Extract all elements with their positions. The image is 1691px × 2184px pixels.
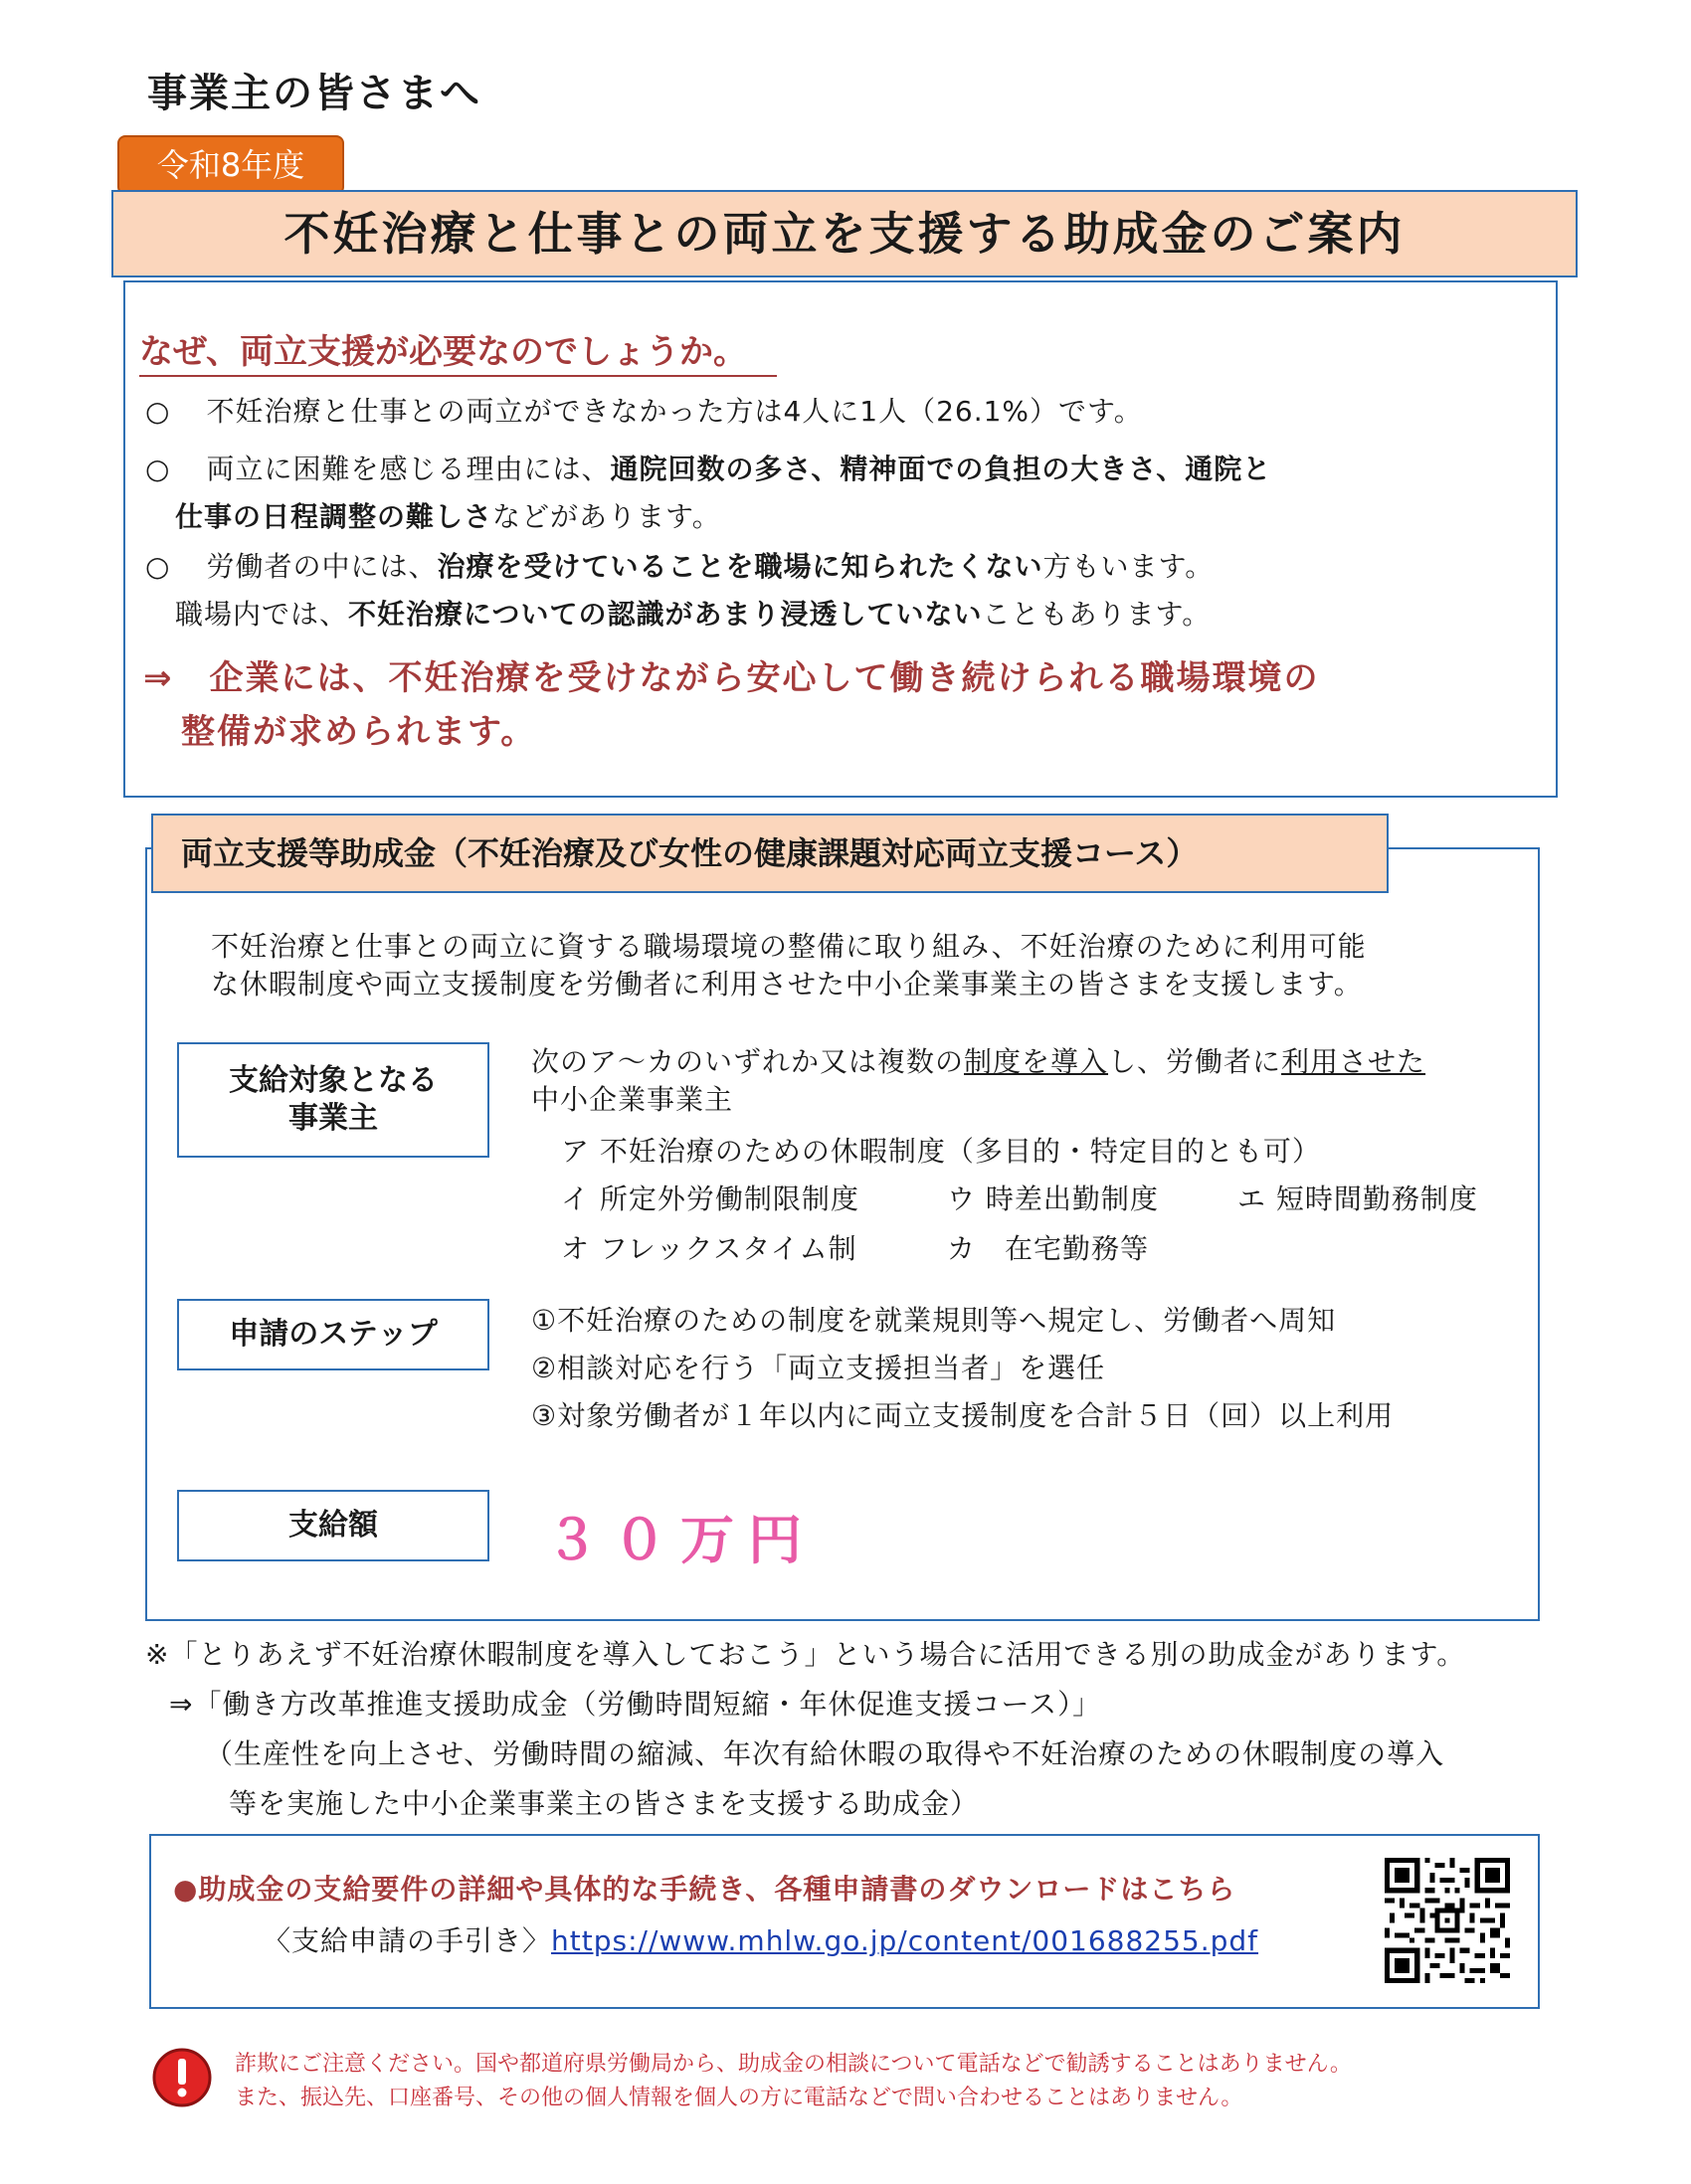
target-label-line-2: 事業主 xyxy=(288,1101,378,1136)
note-line-3: （生産性を向上させ、労働時間の縮減、年次有給休暇の取得や不妊治療のための休暇制度の導入 xyxy=(205,1737,1445,1770)
bullet-circle: ○ xyxy=(145,550,171,583)
target-desc-c: し、労働者に xyxy=(1108,1045,1282,1078)
download-link-row xyxy=(263,1919,1258,1959)
course-title: 両立支援等助成金（不妊治療及び女性の健康課題対応両立支援コース） xyxy=(151,814,1389,893)
application-steps-label: 申請のステップ xyxy=(177,1299,489,1370)
note-line-2: ⇒「働き方改革推進支援助成金（労働時間短縮・年休促進支援コース）」 xyxy=(169,1688,1102,1721)
page-title: 不妊治療と仕事との両立を支援する助成金のご案内 xyxy=(111,190,1578,277)
why-conclusion-cont: 整備が求められます。 xyxy=(181,712,537,752)
why-point-3-bold: 治療を受けていることを職場に知られたくない xyxy=(437,550,1043,583)
why-point-3-text: 労働者の中には、 xyxy=(206,550,438,583)
why-point-2-text: 両立に困難を感じる理由には、 xyxy=(206,453,611,485)
why-point-2-bold: 通院回数の多さ、精神面での負担の大きさ、通院と xyxy=(610,453,1272,485)
target-description xyxy=(531,1040,1425,1080)
note-line-1: ※「とりあえず不妊治療休暇制度を導入しておこう」という場合に活用できる別の助成金があります。 xyxy=(145,1638,1466,1671)
why-point-2-cont xyxy=(175,495,721,535)
bullet-circle: ○ xyxy=(145,453,171,485)
target-description-cont: 中小企業事業主 xyxy=(531,1083,734,1116)
why-point-1-text: 不妊治療と仕事との両立ができなかった方は4人に1人（26.1%）です。 xyxy=(206,395,1143,428)
why-point-3-bold-cont: 不妊治療についての認識があまり浸透していない xyxy=(348,598,983,631)
why-point-2-bold-cont: 仕事の日程調整の難しさ xyxy=(175,500,493,533)
exclamation-icon xyxy=(151,2047,213,2108)
amount-value: ３０万円 xyxy=(545,1509,816,1571)
system-item-e: エ 短時間勤務制度 xyxy=(1237,1183,1478,1215)
step-3: ③対象労働者が１年以内に両立支援制度を合計５日（回）以上利用 xyxy=(531,1399,1395,1432)
step-2: ②相談対応を行う「両立支援担当者」を選任 xyxy=(531,1352,1106,1384)
system-item-o: オ フレックスタイム制 xyxy=(561,1232,857,1265)
why-point-3-cont xyxy=(175,593,1211,633)
bullet-circle: ○ xyxy=(145,395,171,428)
fraud-warning-line-2: また、振込先、口座番号、その他の個人情報を個人の方に電話などで問い合わせることはありません。 xyxy=(235,2086,1243,2110)
course-intro-2: な休暇制度や両立支援制度を労働者に利用させた中小企業事業主の皆さまを支援します。 xyxy=(211,968,1363,1001)
step-1: ①不妊治療のための制度を就業規則等へ規定し、労働者へ周知 xyxy=(531,1304,1337,1337)
why-heading: なぜ、両立支援が必要なのでしょうか。 xyxy=(139,324,777,377)
system-item-ka: カ 在宅勤務等 xyxy=(947,1232,1150,1265)
course-intro-1: 不妊治療と仕事との両立に資する職場環境の整備に取り組み、不妊治療のために利用可能 xyxy=(211,930,1367,963)
amount-label: 支給額 xyxy=(177,1490,489,1561)
target-label-line-1: 支給対象となる xyxy=(229,1063,438,1098)
why-point-2 xyxy=(145,448,1271,487)
target-desc-underline-1: 制度を導入 xyxy=(964,1045,1109,1078)
qr-code-icon[interactable] xyxy=(1385,1858,1510,1983)
why-conclusion-line-1: 企業には、不妊治療を受けながら安心して働き続けられる職場環境の xyxy=(209,658,1320,698)
why-point-2-tail: などがあります。 xyxy=(492,500,721,533)
why-point-3-tail-cont: こともあります。 xyxy=(982,598,1212,631)
download-heading: ●助成金の支給要件の詳細や具体的な手続き、各種申請書のダウンロードはこちら xyxy=(173,1873,1236,1906)
target-desc-a: 次のア～カのいずれか又は複数の xyxy=(531,1045,965,1078)
why-point-3-tail: 方もいます。 xyxy=(1042,550,1215,583)
system-item-i: イ 所定外労働制限制度 xyxy=(561,1183,859,1215)
target-employer-label xyxy=(177,1042,489,1158)
target-desc-underline-2: 利用させた xyxy=(1281,1045,1426,1078)
why-point-1 xyxy=(145,390,1143,430)
year-badge: 令和8年度 xyxy=(117,135,344,195)
note-line-4: 等を実施した中小企業事業主の皆さまを支援する助成金） xyxy=(229,1787,980,1820)
system-item-a: ア 不妊治療のための休暇制度（多目的・特定目的とも可） xyxy=(561,1135,1321,1168)
why-point-3-text-cont: 職場内では、 xyxy=(175,598,349,631)
why-conclusion xyxy=(143,650,1320,699)
guide-pdf-link[interactable]: https://www.mhlw.go.jp/content/001688255.pdf xyxy=(551,1924,1259,1957)
fraud-warning-line-1: 詐欺にご注意ください。国や都道府県労働局から、助成金の相談について電話などで勧誘することはありません。 xyxy=(235,2052,1352,2077)
system-item-u: ウ 時差出勤制度 xyxy=(947,1183,1159,1215)
download-link-prefix: 〈支給申請の手引き〉 xyxy=(263,1924,552,1957)
audience-heading: 事業主の皆さまへ xyxy=(147,71,481,116)
why-point-3 xyxy=(145,545,1214,585)
arrow-icon: ⇒ xyxy=(143,658,174,698)
